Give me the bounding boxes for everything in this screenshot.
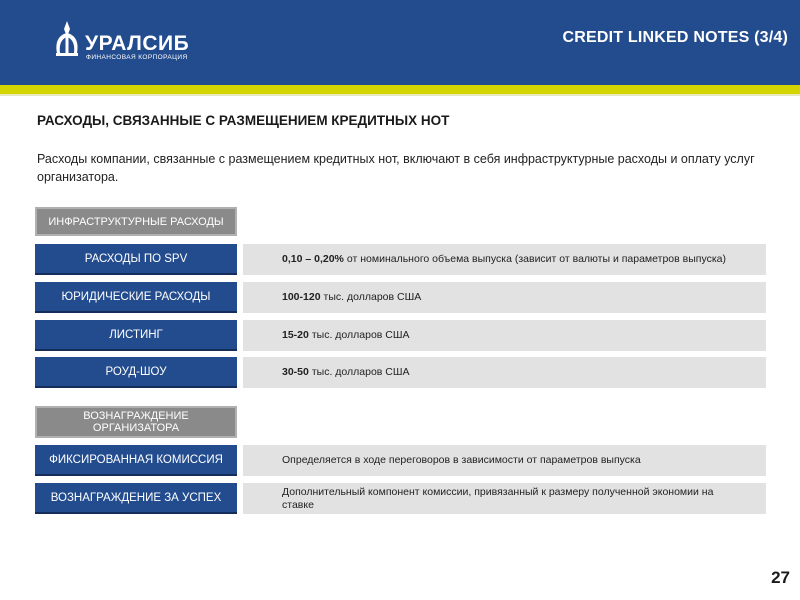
row-value-fixed-fee (243, 445, 766, 476)
row-value-bold: 15-20 (282, 329, 309, 341)
row-label-fixed-fee: ФИКСИРОВАННАЯ КОМИССИЯ (35, 445, 237, 476)
row-value-bold: 0,10 – 0,20% (282, 253, 344, 265)
intro-paragraph: Расходы компании, связанные с размещением кредитных нот, включают в себя инфраструктурные расходы и оплату услуг организатора. (37, 152, 755, 184)
row-value-text: Определяется в ходе переговоров в зависимости от параметров выпуска (282, 454, 641, 466)
row-value-listing (243, 320, 766, 351)
category-organizer-line2: ОРГАНИЗАТОРА (92, 422, 180, 434)
row-value-bold: 100-120 (282, 291, 321, 303)
category-infrastructure-label: ИНФРАСТРУКТУРНЫЕ РАСХОДЫ (35, 207, 237, 236)
category-organizer-label (35, 406, 237, 438)
row-label-roadshow: РОУД-ШОУ (35, 357, 237, 388)
row-value-legal (243, 282, 766, 313)
row-value-text: Дополнительный компонент комиссии, привязанный к размеру полученной экономии на ставке (282, 485, 714, 511)
header-accent-divider (0, 94, 800, 96)
page-number: 27 (771, 568, 790, 587)
row-value-text: тыс. долларов США (311, 366, 410, 378)
uralsib-emblem-icon (52, 19, 82, 59)
row-label-legal: ЮРИДИЧЕСКИЕ РАСХОДЫ (35, 282, 237, 313)
row-value-text: тыс. долларов США (323, 291, 422, 303)
logo-brand-name: УРАЛСИБ (85, 32, 190, 55)
row-value-spv (243, 244, 766, 275)
row-label-success-fee: ВОЗНАГРАЖДЕНИЕ ЗА УСПЕХ (35, 483, 237, 514)
section-heading: РАСХОДЫ, СВЯЗАННЫЕ С РАЗМЕЩЕНИЕМ КРЕДИТНЫХ НОТ (37, 113, 450, 128)
row-value-roadshow (243, 357, 766, 388)
header-accent-line (0, 85, 800, 94)
slide-title: CREDIT LINKED NOTES (3/4) (562, 29, 788, 46)
logo-brand-subtitle: ФИНАНСОВАЯ КОРПОРАЦИЯ (86, 54, 188, 61)
row-value-text: от номинального объема выпуска (зависит от валюты и параметров выпуска) (346, 253, 726, 265)
row-label-spv: РАСХОДЫ ПО SPV (35, 244, 237, 275)
row-value-success-fee (243, 483, 766, 514)
row-value-text: тыс. долларов США (311, 329, 410, 341)
uralsib-logo[interactable] (52, 19, 202, 65)
category-organizer-line1: ВОЗНАГРАЖДЕНИЕ (83, 410, 189, 422)
header-bar (0, 0, 800, 85)
row-label-listing: ЛИСТИНГ (35, 320, 237, 351)
row-value-bold: 30-50 (282, 366, 309, 378)
